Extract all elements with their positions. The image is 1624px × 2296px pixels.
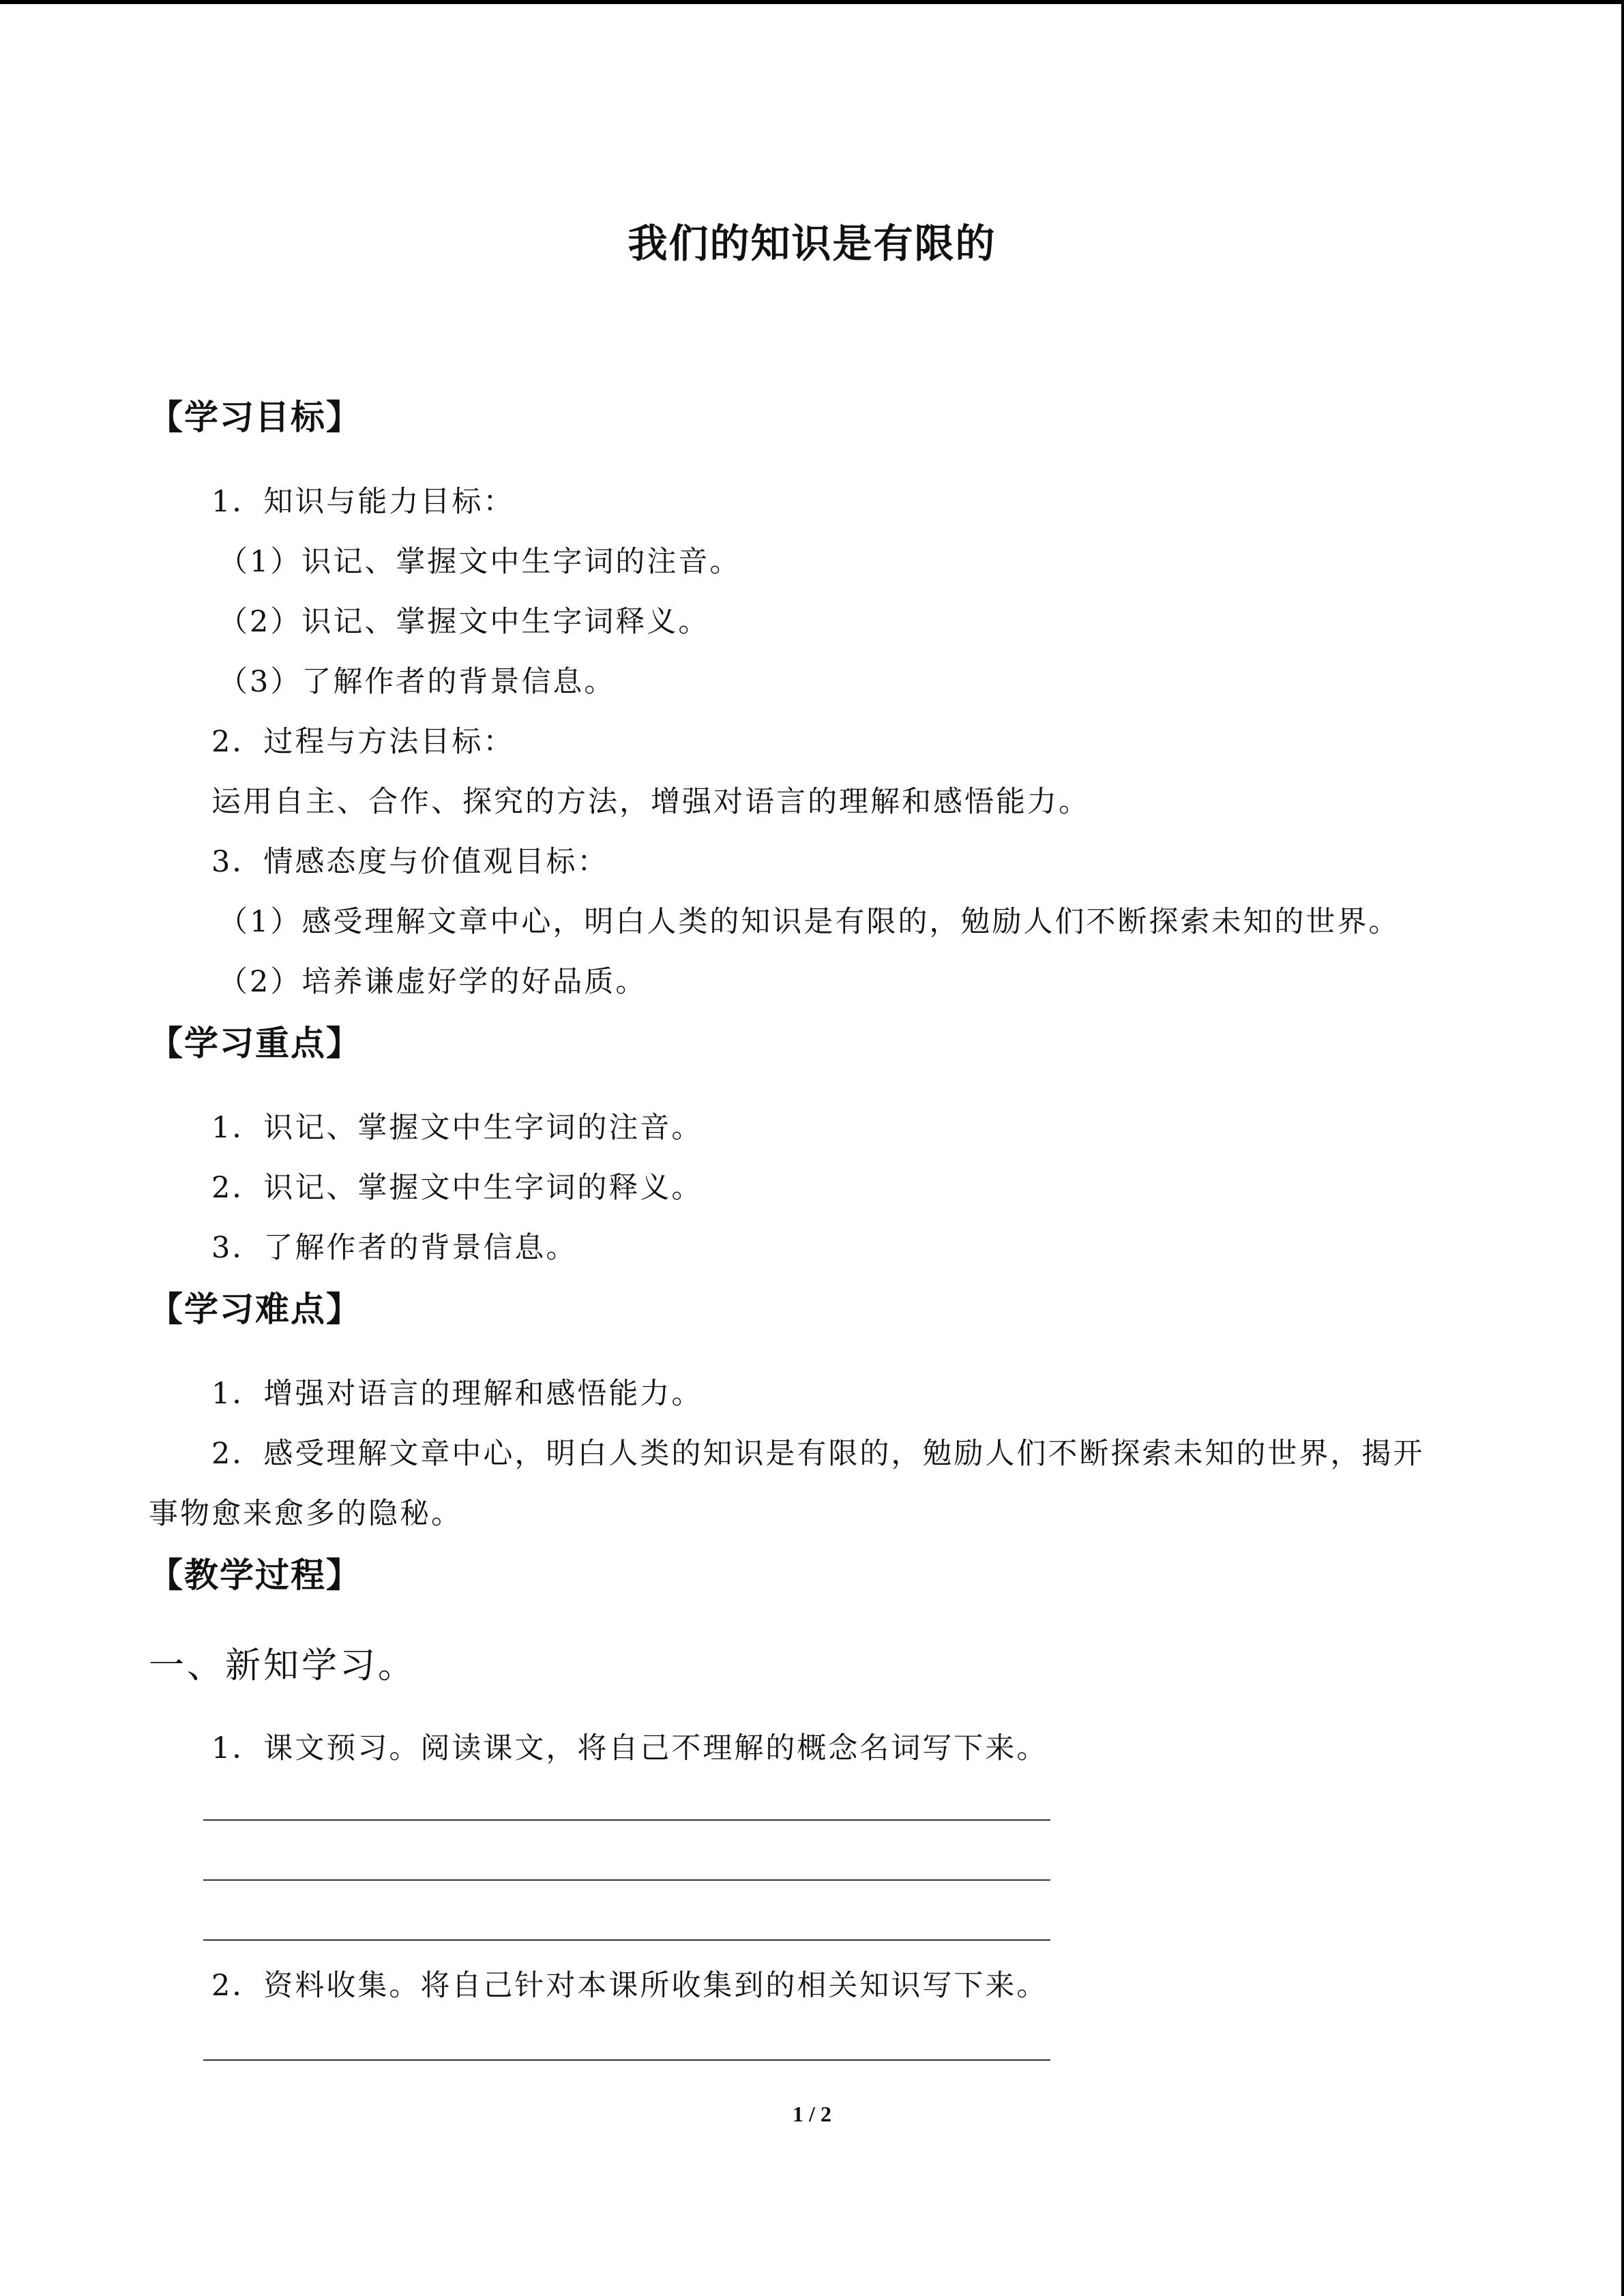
subsection-title: 一、新知学习。 — [149, 1645, 417, 1686]
answer-blank[interactable] — [203, 1879, 1050, 1881]
page-number: 1 / 2 — [793, 2102, 831, 2126]
objective-line: 1．知识与能力目标： — [211, 485, 515, 519]
task-line: 1．课文预习。阅读课文，将自己不理解的概念名词写下来。 — [211, 1731, 1048, 1765]
key-point-line: 3．了解作者的背景信息。 — [211, 1231, 578, 1265]
difficulty-line: 1．增强对语言的理解和感悟能力。 — [211, 1377, 703, 1411]
objective-line: （1）感受理解文章中心，明白人类的知识是有限的，勉励人们不断探索未知的世界。 — [218, 905, 1400, 939]
objective-line: 运用自主、合作、探究的方法，增强对语言的理解和感悟能力。 — [211, 785, 1090, 819]
key-point-line: 1．识记、掌握文中生字词的注音。 — [211, 1111, 703, 1145]
key-point-line: 2．识记、掌握文中生字词的释义。 — [211, 1171, 703, 1205]
document-title: 我们的知识是有限的 — [628, 220, 996, 267]
objective-line: （2）培养谦虚好学的好品质。 — [218, 965, 647, 999]
objective-line: （1）识记、掌握文中生字词的注音。 — [218, 545, 741, 579]
page-right-border — [1621, 0, 1624, 2296]
task-line: 2．资料收集。将自己针对本课所收集到的相关知识写下来。 — [211, 1969, 1048, 2003]
page-top-border — [0, 0, 1624, 4]
objective-line: 3．情感态度与价值观目标： — [211, 845, 609, 879]
objective-line: （3）了解作者的背景信息。 — [218, 665, 616, 699]
section-heading-process: 【教学过程】 — [149, 1555, 361, 1595]
difficulty-line: 事物愈来愈多的隐秘。 — [149, 1497, 462, 1531]
answer-blank[interactable] — [203, 1819, 1050, 1821]
objective-line: （2）识记、掌握文中生字词释义。 — [218, 605, 710, 639]
difficulty-line: 2．感受理解文章中心，明白人类的知识是有限的，勉励人们不断探索未知的世界，揭开 — [211, 1437, 1425, 1471]
objective-line: 2．过程与方法目标： — [211, 725, 515, 759]
section-heading-objectives: 【学习目标】 — [149, 398, 361, 437]
answer-blank[interactable] — [203, 1939, 1050, 1941]
answer-blank[interactable] — [203, 2059, 1050, 2061]
section-heading-key-points: 【学习重点】 — [149, 1024, 361, 1063]
section-heading-difficulties: 【学习难点】 — [149, 1289, 361, 1329]
